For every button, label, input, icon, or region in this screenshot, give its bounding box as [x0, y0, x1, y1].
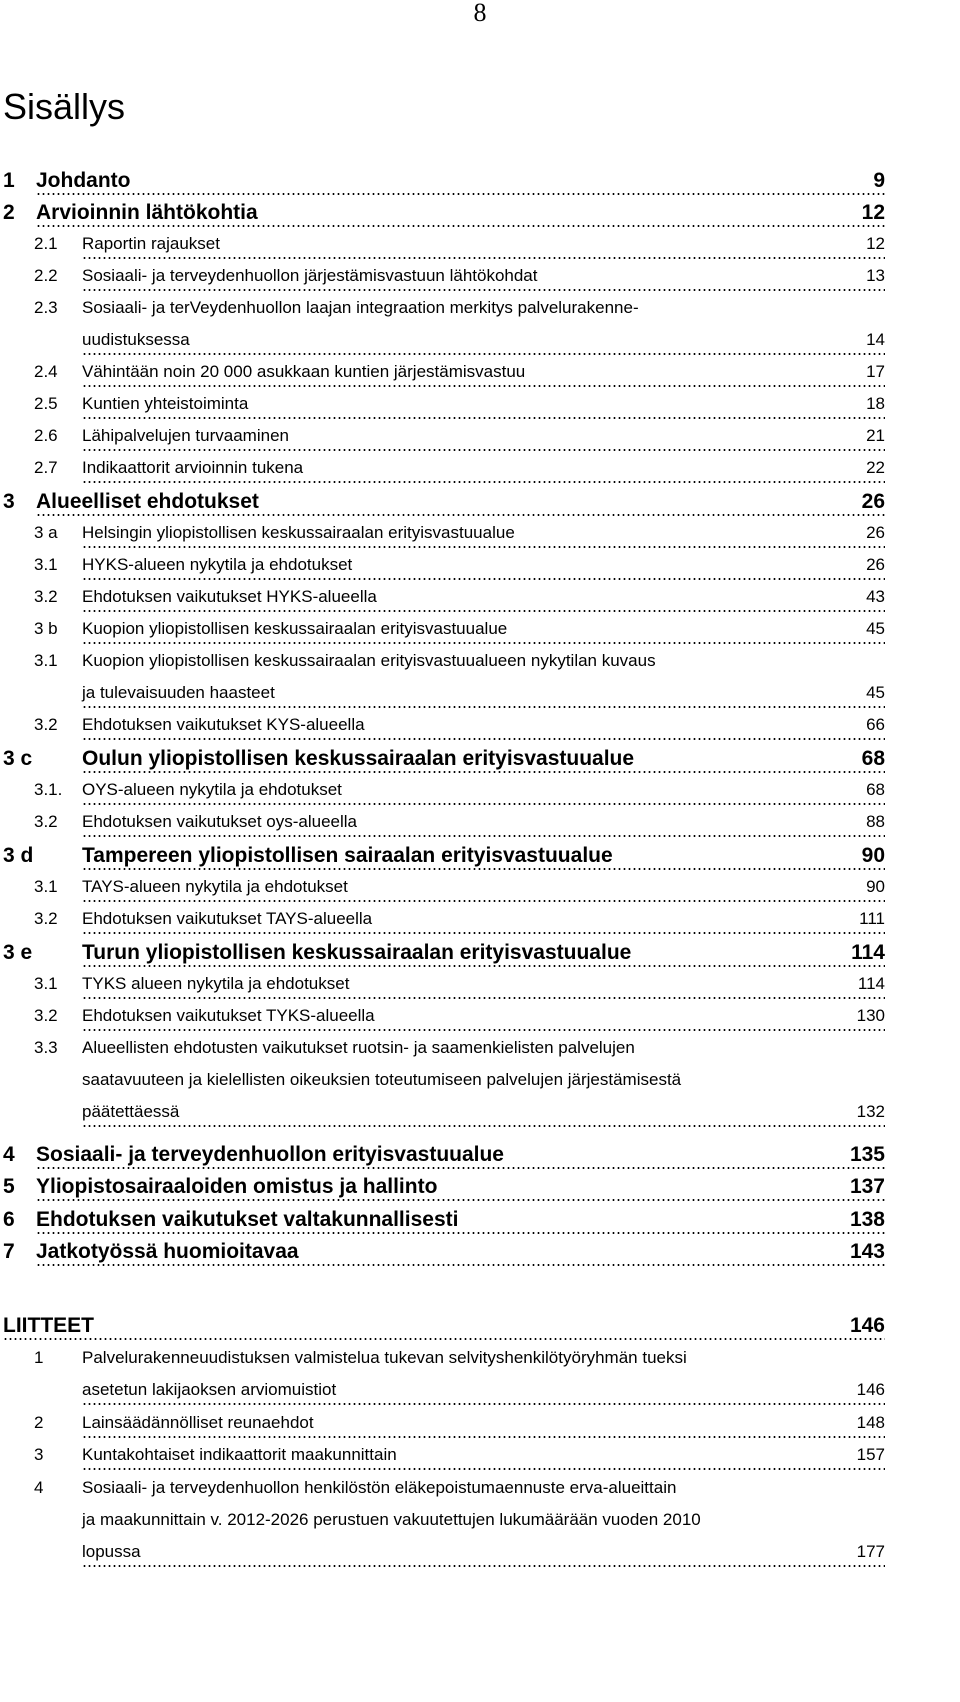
toc-entry-text: saatavuuteen ja kielellisten oikeuksien toteutumiseen palvelujen järjestämisestä	[82, 1070, 682, 1089]
toc-entry-text: OYS-alueen nykytila ja ehdotukset	[82, 780, 345, 800]
toc-number: 2.4	[34, 362, 58, 381]
dot-leader	[82, 1125, 885, 1127]
toc-entry[interactable]	[0, 169, 960, 201]
toc-page-number: 68	[866, 780, 885, 799]
toc-page-number: 88	[866, 812, 885, 831]
toc-number: 2.5	[34, 394, 58, 413]
dot-leader	[36, 193, 885, 195]
dot-leader	[82, 353, 885, 355]
dot-leader	[82, 803, 885, 805]
page-number: 8	[473, 0, 487, 27]
toc-entry-text: ja tulevaisuuden haasteet	[82, 683, 278, 703]
toc-entry-text: Sosiaali- ja terveydenhuollon erityisvastuualue	[36, 1143, 507, 1167]
dot-leader	[82, 965, 885, 967]
dot-leader	[82, 289, 885, 291]
dot-leader	[82, 868, 885, 870]
dot-leader	[82, 900, 885, 902]
toc-page-number: 114	[857, 974, 885, 993]
toc-page-number: 13	[866, 266, 885, 285]
toc-number: 3	[34, 1445, 44, 1464]
dot-leader	[82, 546, 885, 548]
toc-number: 3	[3, 490, 15, 513]
toc-entry-text: Jatkotyössä huomioitavaa	[36, 1240, 302, 1264]
toc-entry-text: Ehdotuksen vaikutukset HYKS-alueella	[82, 587, 380, 607]
toc-entry-text: TAYS-alueen nykytila ja ehdotukset	[82, 877, 351, 897]
toc-entry[interactable]	[0, 619, 960, 651]
dot-leader	[82, 257, 885, 259]
toc-entry-text: Lainsäädännölliset reunaehdot	[82, 1413, 317, 1433]
toc-page-number: 157	[856, 1445, 885, 1464]
toc-number: 7	[3, 1240, 15, 1263]
toc-entry-text: LIITTEET	[3, 1314, 97, 1338]
toc-entry[interactable]	[0, 523, 960, 555]
dot-leader	[82, 1436, 885, 1438]
dot-leader	[82, 1468, 885, 1470]
toc-page-number: 90	[861, 844, 885, 867]
toc-page-number: 45	[866, 683, 885, 702]
toc-entry[interactable]	[0, 812, 960, 844]
toc-number: 3.1	[34, 555, 58, 574]
toc-entry-text: Sosiaali- ja terveydenhuollon henkilöstön eläkepoistumaennuste erva-alueittain	[82, 1478, 677, 1497]
toc-entry[interactable]	[0, 1175, 960, 1207]
toc-page-number: 111	[859, 909, 885, 928]
toc-entry-text: Kuopion yliopistollisen keskussairaalan erityisvastuualueen nykytilan kuvaus	[82, 651, 656, 670]
toc-entry-text: Alueelliset ehdotukset	[36, 490, 262, 514]
dot-leader	[82, 835, 885, 837]
toc-entry-text: Kuntakohtaiset indikaattorit maakunnittain	[82, 1445, 400, 1465]
toc-page-number: 130	[856, 1006, 885, 1025]
toc-page-number: 177	[856, 1542, 885, 1561]
toc-entry[interactable]	[0, 1542, 960, 1574]
toc-entry[interactable]	[0, 201, 960, 233]
toc-page-number: 114	[851, 941, 885, 964]
toc-entry-text: Sosiaali- ja terVeydenhuollon laajan integraation merkitys palvelurakenne-	[82, 298, 639, 317]
toc-entry[interactable]	[0, 909, 960, 941]
dot-leader	[36, 514, 885, 516]
toc-entry[interactable]	[0, 266, 960, 298]
toc-entry[interactable]	[0, 330, 960, 362]
toc-page-number: 45	[866, 619, 885, 638]
toc-entry[interactable]	[0, 877, 960, 909]
toc-entry-text: TYKS alueen nykytila ja ehdotukset	[82, 974, 352, 994]
toc-page-number: 12	[861, 201, 885, 224]
toc-number: 2.6	[34, 426, 58, 445]
dot-leader	[82, 997, 885, 999]
toc-entry[interactable]	[0, 490, 960, 522]
toc-entry-text: Ehdotuksen vaikutukset valtakunnallisesti	[36, 1208, 461, 1232]
toc-entry-text: Arvioinnin lähtökohtia	[36, 201, 261, 225]
toc-entry[interactable]	[0, 555, 960, 587]
toc-page-number: 137	[849, 1175, 885, 1198]
toc-entry-text: Johdanto	[36, 169, 134, 193]
dot-leader	[82, 706, 885, 708]
toc-entry-text: Ehdotuksen vaikutukset KYS-alueella	[82, 715, 368, 735]
toc-page-number: 148	[856, 1413, 885, 1432]
toc-page-number: 26	[866, 523, 885, 542]
toc-number: 3.3	[34, 1038, 58, 1057]
toc-page-number: 9	[873, 169, 885, 192]
toc-entry-text: Kuopion yliopistollisen keskussairaalan erityisvastuualue	[82, 619, 510, 639]
dot-leader	[82, 1029, 885, 1031]
toc-entry[interactable]	[0, 1380, 960, 1412]
toc-number: 2.1	[34, 234, 58, 253]
dot-leader	[36, 225, 885, 227]
toc-entry-text: Ehdotuksen vaikutukset oys-alueella	[82, 812, 360, 832]
toc-number: 3 e	[3, 941, 33, 964]
toc-entry-text: Indikaattorit arvioinnin tukena	[82, 458, 306, 478]
toc-entry-text: Yliopistosairaaloiden omistus ja hallinto	[36, 1175, 440, 1199]
toc-entry[interactable]	[0, 1413, 960, 1445]
dot-leader	[82, 1403, 885, 1405]
toc-entry[interactable]	[0, 426, 960, 458]
toc-entry-text: Oulun yliopistollisen keskussairaalan erityisvastuualue	[82, 747, 637, 771]
toc-entry-text: Tampereen yliopistollisen sairaalan erityisvastuualue	[82, 844, 616, 868]
toc-page-number: 146	[849, 1314, 885, 1337]
toc-page-number: 43	[866, 587, 885, 606]
toc-page-number: 18	[866, 394, 885, 413]
dot-leader	[82, 738, 885, 740]
toc-number: 6	[3, 1208, 15, 1231]
page-title: Sisällys	[3, 86, 126, 127]
toc-entry-text: Turun yliopistollisen keskussairaalan erityisvastuualue	[82, 941, 634, 965]
dot-leader	[82, 642, 885, 644]
toc-number: 1	[3, 169, 15, 192]
toc-number: 2.7	[34, 458, 58, 477]
toc-page-number: 26	[866, 555, 885, 574]
toc-entry-text: Helsingin yliopistollisen keskussairaalan erityisvastuualue	[82, 523, 518, 543]
toc-entry-text: Kuntien yhteistoiminta	[82, 394, 251, 414]
toc-number: 3.2	[34, 812, 58, 831]
toc-entry[interactable]	[0, 974, 960, 1006]
toc-entry[interactable]	[0, 780, 960, 812]
toc-entry[interactable]	[0, 587, 960, 619]
toc-number: 3.1.	[34, 780, 63, 799]
dot-leader	[82, 449, 885, 451]
toc-entry[interactable]	[0, 1314, 960, 1346]
toc-page-number: 143	[849, 1240, 885, 1263]
toc-entry-text: Alueellisten ehdotusten vaikutukset ruotsin- ja saamenkielisten palvelujen	[82, 1038, 635, 1057]
toc-page-number: 146	[856, 1380, 885, 1399]
toc-number: 3.1	[34, 877, 58, 896]
toc-entry-text: Lähipalvelujen turvaaminen	[82, 426, 292, 446]
toc-number: 3.2	[34, 909, 58, 928]
toc-page-number: 21	[866, 426, 885, 445]
toc-number: 1	[34, 1348, 44, 1367]
toc-number: 2.2	[34, 266, 58, 285]
toc-entry-text: Raportin rajaukset	[82, 234, 223, 254]
toc-entry[interactable]	[0, 715, 960, 747]
dot-leader	[82, 578, 885, 580]
toc-number: 2	[34, 1413, 44, 1432]
toc-number: 3 c	[3, 747, 33, 770]
toc-entry[interactable]	[0, 683, 960, 715]
toc-number: 3.2	[34, 715, 58, 734]
dot-leader	[82, 481, 885, 483]
toc-number: 4	[34, 1478, 44, 1497]
toc-entry[interactable]	[0, 234, 960, 266]
toc-entry[interactable]	[0, 394, 960, 426]
toc-number: 3 b	[34, 619, 58, 638]
toc-entry-text: asetetun lakijaoksen arviomuistiot	[82, 1380, 339, 1400]
toc-entry-text: Ehdotuksen vaikutukset TAYS-alueella	[82, 909, 375, 929]
toc-entry[interactable]	[0, 1102, 960, 1134]
dot-leader	[36, 1199, 885, 1201]
toc-entry-text: HYKS-alueen nykytila ja ehdotukset	[82, 555, 355, 575]
dot-leader	[82, 932, 885, 934]
toc-page-number: 132	[856, 1102, 885, 1121]
toc-page-number: 22	[866, 458, 885, 477]
dot-leader	[36, 1264, 885, 1266]
toc-entry-text: Ehdotuksen vaikutukset TYKS-alueella	[82, 1006, 378, 1026]
toc-entry-text: ja maakunnittain v. 2012-2026 perustuen vakuutettujen lukumäärään vuoden 2010	[82, 1510, 701, 1529]
dot-leader	[82, 385, 885, 387]
toc-entry[interactable]	[0, 1208, 960, 1240]
toc-number: 4	[3, 1143, 15, 1166]
toc-entry-text: Palvelurakenneuudistuksen valmistelua tukevan selvityshenkilötyöryhmän tueksi	[82, 1348, 687, 1367]
toc-page-number: 66	[866, 715, 885, 734]
toc-entry-text: lopussa	[82, 1542, 144, 1562]
dot-leader	[82, 417, 885, 419]
dot-leader	[82, 771, 885, 773]
toc-number: 5	[3, 1175, 15, 1198]
toc-number: 3 d	[3, 844, 34, 867]
toc-entry[interactable]	[0, 1240, 960, 1272]
toc-page-number: 138	[849, 1208, 885, 1231]
toc-page-number: 26	[861, 490, 885, 513]
dot-leader	[82, 610, 885, 612]
toc-page-number: 90	[866, 877, 885, 896]
toc-number: 3 a	[34, 523, 58, 542]
dot-leader	[36, 1167, 885, 1169]
toc-entry[interactable]	[0, 362, 960, 394]
toc-number: 3.1	[34, 651, 58, 670]
toc-page-number: 135	[849, 1143, 885, 1166]
toc-entry[interactable]	[0, 1143, 960, 1175]
toc-entry-text: Sosiaali- ja terveydenhuollon järjestämisvastuun lähtökohdat	[82, 266, 541, 286]
toc-entry-text: uudistuksessa	[82, 330, 193, 350]
dot-leader	[36, 1232, 885, 1234]
toc-number: 2	[3, 201, 15, 224]
dot-leader	[3, 1338, 885, 1340]
toc-entry-text: päätettäessä	[82, 1102, 182, 1122]
toc-number: 3.2	[34, 587, 58, 606]
toc-entry[interactable]	[0, 844, 960, 876]
toc-entry[interactable]	[0, 458, 960, 490]
toc-entry[interactable]	[0, 1006, 960, 1038]
dot-leader	[82, 1565, 885, 1567]
toc-number: 3.1	[34, 974, 58, 993]
toc-number: 3.2	[34, 1006, 58, 1025]
toc-number: 2.3	[34, 298, 58, 317]
toc-entry[interactable]	[0, 1445, 960, 1477]
toc-page-number: 17	[866, 362, 885, 381]
toc-page-number: 14	[866, 330, 885, 349]
toc-page-number: 12	[866, 234, 885, 253]
toc-page-number: 68	[861, 747, 885, 770]
toc-entry-text: Vähintään noin 20 000 asukkaan kuntien järjestämisvastuu	[82, 362, 528, 382]
toc-entry[interactable]	[0, 747, 960, 779]
toc-entry[interactable]	[0, 941, 960, 973]
